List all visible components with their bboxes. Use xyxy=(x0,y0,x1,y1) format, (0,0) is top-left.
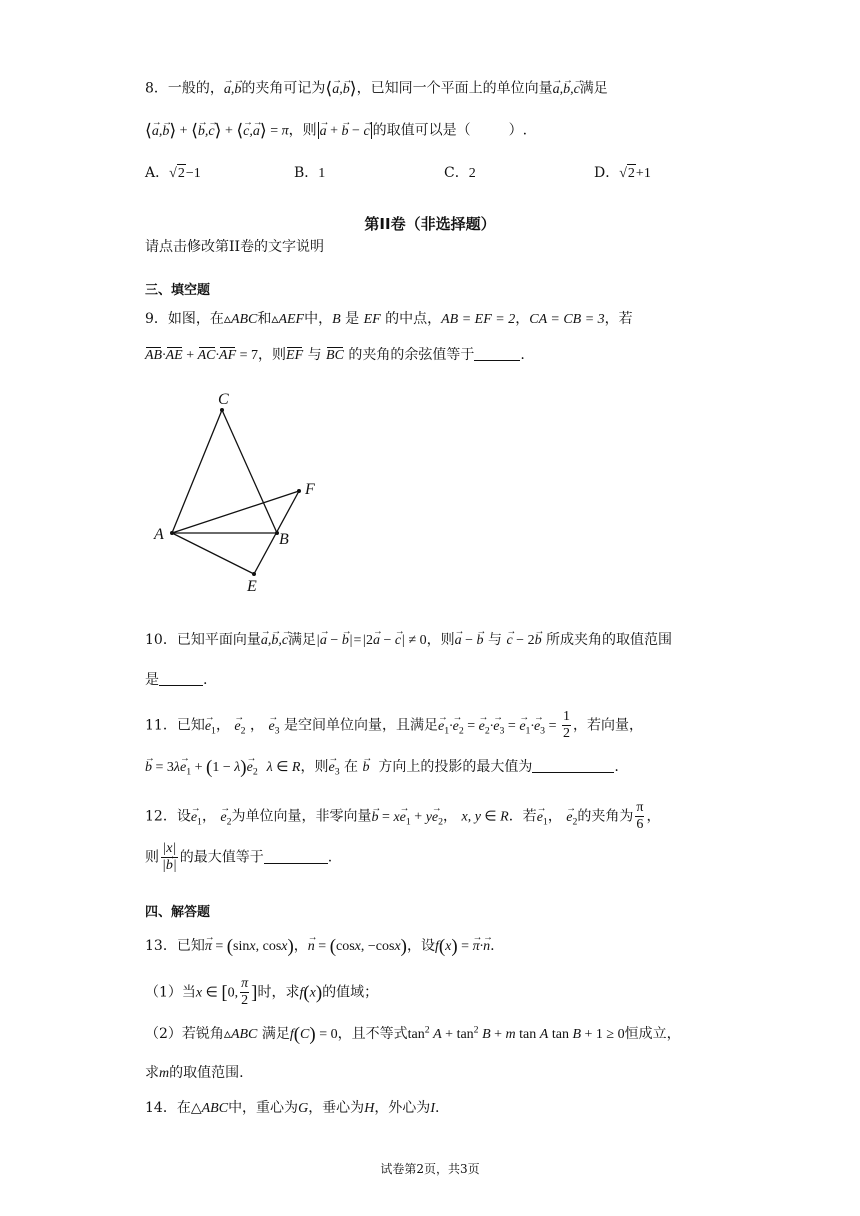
q12-line2: 则 $\frac{|x|}{|\to b|}$ 的最大值等于 . xyxy=(145,841,332,874)
q9-text: 如图，在 xyxy=(167,311,224,327)
segment-CA xyxy=(172,410,222,533)
q10-line2 xyxy=(145,671,207,690)
choice-label: A． xyxy=(145,165,170,181)
section-title-fill-blank: 三、填空题 xyxy=(145,283,211,298)
label-B: B xyxy=(279,531,289,548)
q8-choice-c[interactable] xyxy=(444,164,476,184)
q9-equation: = 7 xyxy=(236,348,259,363)
q8-text: ，则 xyxy=(288,122,317,139)
choice-label: D． xyxy=(594,165,620,181)
q9-text: 与 xyxy=(307,347,322,363)
point-F xyxy=(297,489,301,493)
q8-text: 的取值可以是（ xyxy=(372,122,471,139)
q9-text: 中， xyxy=(304,311,333,327)
q8-line1: 8．一般的，→ a,→ b的夹角可记为⟨→ a,→ b⟩，已知同一个平面上的单位向量→ a,→ b,→ c满足 xyxy=(145,78,608,102)
q10-text: 是 xyxy=(145,672,159,688)
q12-text: 设 xyxy=(176,808,191,825)
segment-AE xyxy=(172,533,254,574)
q11-text: 在 xyxy=(344,759,359,776)
q12-text: 则 xyxy=(145,849,159,866)
q13-line1: 13．已知→ π = (sinx, cosx)，→ n = (cosx, −cosx)，设f(x) = → π·→ n. xyxy=(145,934,495,960)
triangle-figure xyxy=(150,385,340,600)
q13-text: 的取值范围. xyxy=(169,1065,244,1081)
q10-text: 已知平面向量 xyxy=(176,632,261,648)
q13-text: （1）当 xyxy=(145,984,196,1001)
page-footer: 试卷第2页，共3页 xyxy=(380,1162,480,1176)
q11-text: ，则 xyxy=(300,759,329,776)
q9-text: 是 xyxy=(345,311,360,327)
q14-text: 在△ xyxy=(176,1100,202,1116)
q8-choice-b[interactable] xyxy=(294,164,325,184)
choice-value: 1 xyxy=(318,166,326,181)
part2-note[interactable]: 请点击修改第II卷的文字说明 xyxy=(145,239,325,255)
q11-line2: → $b = 3\lambda\to e_1 + (1 - \lambda)\to e_2$ λ ∈ R，则→ $e_3$ 在 → b 方向上的投影的最大值为 . xyxy=(145,755,619,781)
q11-line1: 11．已知→ $e_1$， → $e_2$ ， → $e_3$ 是空间单位向量，且满足→ $e_1\cdot\to e_2$ = → $e_2\cdot\to e_3$ = → $e_1\cdot\to e_3$ = $\frac{1}{2}$ ，若向量， xyxy=(145,709,643,742)
q9-text: ，则 xyxy=(258,347,287,363)
q11-text: ，若向量， xyxy=(572,717,643,734)
q10-text: 与 xyxy=(488,632,502,648)
q8-choice-a[interactable]: A．√2−1 xyxy=(145,164,201,184)
q14-text: ，外心为 xyxy=(374,1100,431,1116)
label-A: A xyxy=(154,526,164,543)
q10-answer-blank[interactable] xyxy=(159,685,203,686)
choice-value: 2 xyxy=(468,166,476,181)
q14-text: . xyxy=(434,1100,440,1116)
q14-text: ，垂心为 xyxy=(308,1100,365,1116)
q14-number: 14． xyxy=(145,1100,177,1116)
q10-text: 所成夹角的取值范围 xyxy=(546,632,673,648)
q10-number: 10． xyxy=(145,632,177,648)
section-title-solve: 四、解答题 xyxy=(145,905,211,920)
point-A xyxy=(170,531,174,535)
q10-text: 满足 xyxy=(288,632,317,648)
q8-text: 一般的， xyxy=(167,80,224,97)
choice-value: −1 xyxy=(185,166,201,181)
q13-text: 满足 xyxy=(261,1026,290,1043)
q12-number: 12． xyxy=(145,808,177,825)
q11-answer-blank[interactable] xyxy=(532,772,614,773)
q8-text: 满足 xyxy=(579,80,608,97)
label-F: F xyxy=(305,481,315,498)
label-E: E xyxy=(247,578,257,595)
q9-text: . xyxy=(520,347,525,363)
q9-line2: AB·AE + AC·AF = 7，则EF 与 BC 的夹角的余弦值等于 . xyxy=(145,346,525,366)
q8-line2: ⟨→ a,→ b⟩ + ⟨→ b,→ c⟩ + ⟨→ c,→ a⟩ = π，则→ a + → b − → c 的取值可以是（ ）. xyxy=(145,120,527,144)
sqrt-arg: 2 xyxy=(177,164,186,184)
q13-text: 的值域； xyxy=(322,984,379,1001)
choice-label: B． xyxy=(294,165,319,181)
q12-text: ， xyxy=(646,808,661,825)
q11-text: 是空间单位向量，且满足 xyxy=(284,717,439,734)
q9-answer-blank[interactable] xyxy=(474,360,520,361)
q12-text: . xyxy=(327,849,333,866)
q10-text: . xyxy=(203,672,208,688)
q13-text: ，且不等式 xyxy=(337,1026,408,1043)
q9-text: 和 xyxy=(257,311,272,327)
q12-text: ．若 xyxy=(508,808,537,825)
q8-number: 8． xyxy=(145,80,168,97)
q11-number: 11． xyxy=(145,717,177,734)
pi-symbol: π xyxy=(281,123,289,139)
point-E xyxy=(252,572,256,576)
part2-title: 第II卷（非选择题） xyxy=(364,215,496,233)
segment-CB xyxy=(222,410,277,533)
choice-label: C． xyxy=(444,165,469,181)
q13-text: （2）若锐角 xyxy=(145,1026,224,1043)
q9-text: 的中点， xyxy=(385,311,442,327)
q9-equation: CA = CB = 3 xyxy=(529,312,605,327)
label-C: C xyxy=(218,391,229,408)
q12-line1: 12．设→ $e_1$， → $e_2$为单位向量，非零向量→ $b = x\to e_1 + y\to e_2$， x, y ∈ R．若→ $e_1$， → $e_2$的夹角为 $\frac{\pi}{6}$ ， xyxy=(145,800,660,833)
q14-line1: 14．在△ABC中，重心为G，垂心为H，外心为I. xyxy=(145,1100,440,1116)
q9-number: 9． xyxy=(145,311,168,327)
q13-text: . xyxy=(490,938,495,955)
q8-text: ）. xyxy=(508,122,528,139)
q13-text: 恒成立， xyxy=(624,1026,681,1043)
q12-text: 的夹角为 xyxy=(577,808,634,825)
point-C xyxy=(220,408,224,412)
q13-part2: （2）若锐角▵ABC 满足f(C) = 0，且不等式$\tan^2 A + \tan^2 B + m$ tan A tan B + 1 ≥ 0恒成立， xyxy=(145,1024,681,1045)
q13-number: 13． xyxy=(145,938,177,955)
q9-text: 的夹角的余弦值等于 xyxy=(348,347,475,363)
q10-text: ，则 xyxy=(426,632,455,648)
choice-value: +1 xyxy=(635,166,651,181)
q12-text: 为单位向量，非零向量 xyxy=(231,808,372,825)
q12-answer-blank[interactable] xyxy=(264,863,328,864)
q13-text: 求 xyxy=(145,1065,159,1081)
sqrt-arg: 2 xyxy=(627,164,636,184)
q11-text: . xyxy=(614,759,619,776)
q13-text: ，设 xyxy=(406,938,435,955)
q11-text: 已知 xyxy=(176,717,205,734)
q8-text: 的夹角可记为 xyxy=(241,80,326,97)
q11-text: 方向上的投影的最大值为 xyxy=(378,759,533,776)
q12-text: 的最大值等于 xyxy=(179,849,264,866)
q8-choice-d[interactable]: D．√2+1 xyxy=(594,164,651,184)
q13-part2-cont: 求m的取值范围. xyxy=(145,1065,244,1081)
q13-text: 已知 xyxy=(176,938,205,955)
q9-equation: AB = EF = 2 xyxy=(441,312,516,327)
q9-line1: 9．如图，在▵ABC和▵AEF中，B 是 EF 的中点，AB = EF = 2，CA = CB = 3，若 xyxy=(145,311,633,327)
q10-line1: 10．已知平面向量→ a,→ b,→ c满足|→ a − → b|=|2→ a − → c| ≠ 0，则→ a − → b 与 → c − 2→ b 所成夹角的取值范围 xyxy=(145,631,672,651)
q9-text: ，若 xyxy=(604,311,633,327)
q14-text: 中，重心为 xyxy=(228,1100,299,1116)
q8-text: ，已知同一个平面上的单位向量 xyxy=(356,80,553,97)
q13-part1: （1）当x ∈ [0, $\frac{\pi}{2}$ ]时，求f(x)的值域； xyxy=(145,976,379,1009)
q13-text: 时，求 xyxy=(257,984,300,1001)
